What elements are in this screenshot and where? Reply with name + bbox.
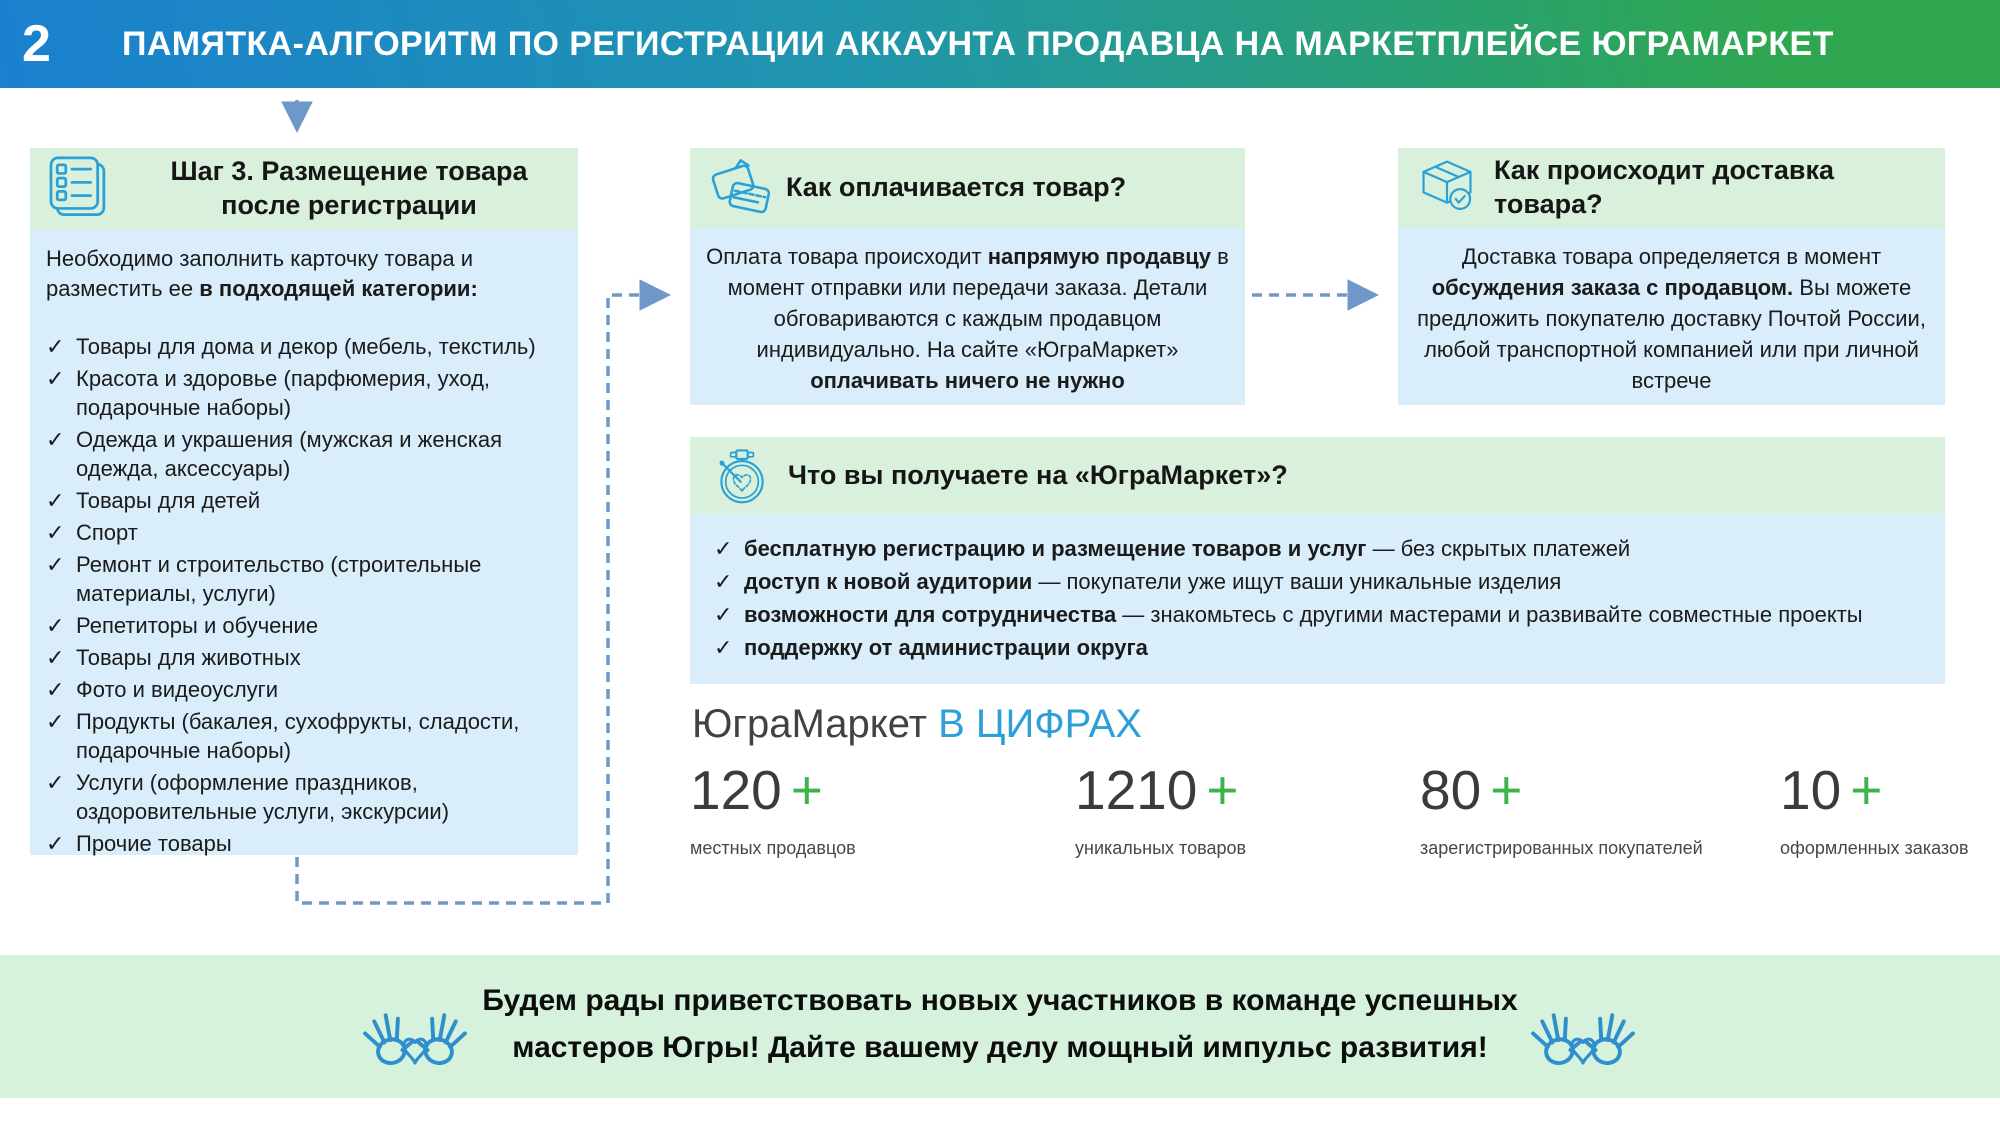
step3-card (30, 148, 578, 855)
check-icon: ✓ (714, 569, 733, 594)
page-number: 2 (22, 15, 51, 73)
plus-sign: + (1490, 759, 1523, 821)
stats-brand: ЮграМаркет (692, 702, 927, 746)
stat-value: 10 + (1780, 759, 1883, 821)
category-item-label: Одежда и украшения (мужская и женская одежда, аксессуары) (76, 427, 502, 481)
benefits-card-header (690, 437, 1945, 514)
stat-item (1780, 758, 1969, 859)
payment-card (690, 148, 1245, 405)
check-icon: ✓ (46, 831, 65, 856)
stat-label: зарегистрированных покупателей (1420, 838, 1703, 858)
wallet-cards-icon (706, 155, 772, 221)
delivery-card-header (1398, 148, 1945, 228)
check-icon: ✓ (46, 770, 65, 795)
check-icon: ✓ (46, 552, 65, 577)
step3-card-body (30, 230, 578, 855)
category-item-label: Фото и видеоуслуги (76, 677, 278, 702)
benefits-card (690, 437, 1945, 684)
category-list (46, 332, 562, 858)
category-item (46, 707, 562, 765)
category-item-label: Товары для животных (76, 645, 301, 670)
stats-heading (692, 702, 1142, 747)
category-item-label: Товары для дома и декор (мебель, текстиль) (76, 334, 536, 359)
check-icon: ✓ (46, 488, 65, 513)
payment-card-header (690, 148, 1245, 228)
category-item (46, 829, 562, 858)
category-item (46, 768, 562, 826)
footer-line-1: Будем рады приветствовать новых участников в команде успешных (482, 984, 1518, 1017)
benefits-list (714, 532, 1925, 664)
check-icon: ✓ (46, 334, 65, 359)
benefit-item (714, 598, 1925, 631)
delivery-title: Как происходит доставка товара? (1494, 155, 1834, 219)
stat-item (690, 758, 856, 859)
footer-message (430, 977, 1570, 1071)
benefit-item-label: возможности для сотрудничества — знакомьтесь с другими мастерами и развивайте совместные проекты (744, 602, 1863, 627)
stat-label: уникальных товаров (1075, 838, 1247, 858)
check-icon: ✓ (46, 427, 65, 452)
benefits-title: Что вы получаете на «ЮграМаркет»? (788, 459, 1288, 490)
benefit-item-label: доступ к новой аудитории — покупатели уже ищут ваши уникальные изделия (744, 569, 1562, 594)
step3-intro: Необходимо заполнить карточку товара и разместить ее в подходящей категории: (46, 246, 478, 301)
stat-label: оформленных заказов (1780, 838, 1969, 858)
check-icon: ✓ (714, 635, 733, 660)
category-item (46, 425, 562, 483)
delivery-card (1398, 148, 1945, 405)
category-item (46, 550, 562, 608)
stats-brand-suffix: В ЦИФРАХ (938, 702, 1142, 746)
plus-sign: + (1850, 759, 1883, 821)
category-item (46, 364, 562, 422)
package-icon (1414, 155, 1480, 221)
check-icon: ✓ (46, 366, 65, 391)
delivery-card-body: Доставка товара определяется в момент обсуждения заказа с продавцом. Вы можете предложить покупателю доставку Почтой России, любой транспортной компанией или при личной встрече (1398, 228, 1945, 405)
benefit-item (714, 532, 1925, 565)
check-icon: ✓ (714, 536, 733, 561)
embroidery-hoop-icon (710, 444, 774, 508)
benefit-item-label: бесплатную регистрацию и размещение товаров и услуг — без скрытых платежей (744, 536, 1631, 561)
stat-value: 120 + (690, 759, 823, 821)
checklist-icon (44, 154, 114, 224)
payment-card-body: Оплата товара происходит напрямую продавцу в момент отправки или передачи заказа. Детали обговариваются с каждым продавцом индивидуально. На сайте «ЮграМаркет» оплачивать ничего не нужно (690, 228, 1245, 405)
stat-value: 1210 + (1075, 759, 1239, 821)
header-bar (0, 0, 2000, 88)
category-item (46, 486, 562, 515)
stat-item (1075, 758, 1246, 859)
payment-title: Как оплачивается товар? (786, 172, 1127, 203)
check-icon: ✓ (714, 602, 733, 627)
stat-label: местных продавцов (690, 838, 856, 858)
step3-card-header (30, 148, 578, 230)
category-item-label: Красота и здоровье (парфюмерия, уход, подарочные наборы) (76, 366, 491, 420)
check-icon: ✓ (46, 520, 65, 545)
step3-title: Шаг 3. Размещение товара после регистрации (170, 156, 528, 220)
category-item (46, 518, 562, 547)
check-icon: ✓ (46, 613, 65, 638)
category-item (46, 611, 562, 640)
category-item-label: Спорт (76, 520, 138, 545)
category-item-label: Товары для детей (76, 488, 261, 513)
category-item-label: Услуги (оформление праздников, оздоровительные услуги, экскурсии) (76, 770, 450, 824)
stat-item (1420, 758, 1703, 859)
check-icon: ✓ (46, 645, 65, 670)
footer-line-2: мастеров Югры! Дайте вашему делу мощный импульс развития! (512, 1031, 1488, 1064)
benefit-item (714, 565, 1925, 598)
page-title: ПАМЯТКА-АЛГОРИТМ ПО РЕГИСТРАЦИИ АККАУНТА ПРОДАВЦА НА МАРКЕТПЛЕЙСЕ ЮГРАМАРКЕТ (122, 24, 1834, 63)
category-item-label: Ремонт и строительство (строительные материалы, услуги) (76, 552, 482, 606)
benefit-item-label: поддержку от администрации округа (744, 635, 1148, 660)
category-item-label: Репетиторы и обучение (76, 613, 319, 638)
category-item (46, 332, 562, 361)
plus-sign: + (1206, 759, 1239, 821)
check-icon: ✓ (46, 709, 65, 734)
category-item-label: Прочие товары (76, 831, 232, 856)
category-item-label: Продукты (бакалея, сухофрукты, сладости, подарочные наборы) (76, 709, 520, 763)
check-icon: ✓ (46, 677, 65, 702)
stat-value: 80 + (1420, 759, 1523, 821)
category-item (46, 675, 562, 704)
plus-sign: + (790, 759, 823, 821)
benefit-item (714, 631, 1925, 664)
category-item (46, 643, 562, 672)
benefits-card-body (690, 514, 1945, 684)
